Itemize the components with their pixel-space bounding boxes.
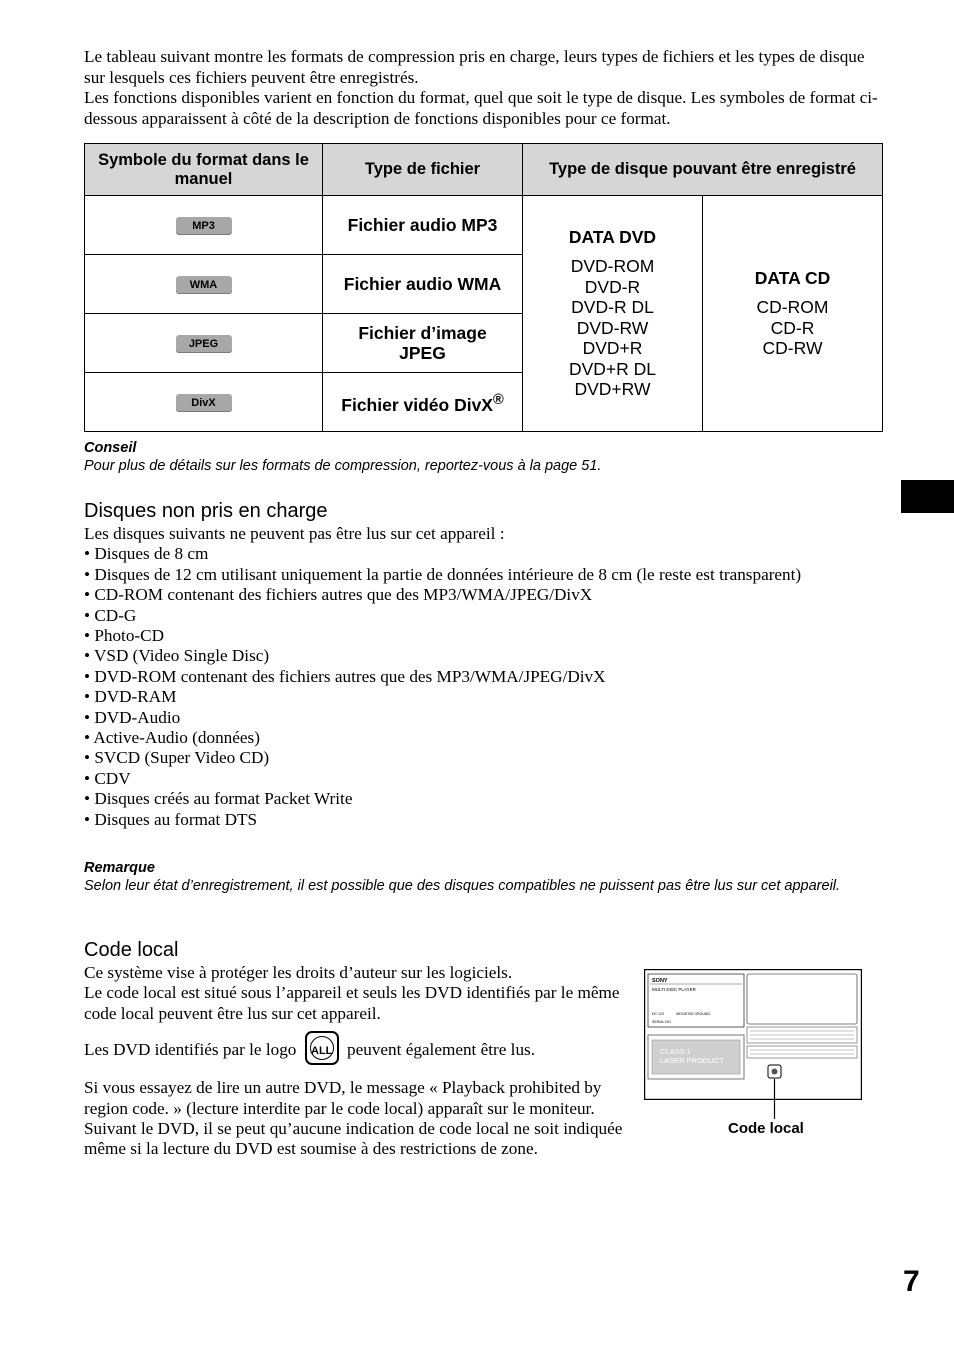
- model-text: MULTI DISC PLAYER: [652, 987, 696, 992]
- disques-list: [84, 544, 884, 830]
- remarque-title: Remarque: [84, 860, 155, 876]
- list-item: • Disques au format DTS: [84, 809, 258, 829]
- code-local-paragraph-3: Si vous essayez de lire un autre DVD, le message « Playback prohibited by region code. » (lecture interdite par le code local) apparaît sur le moniteur. Suivant le DVD, il se peut qu’aucune indication de code local ne soit indiquée même si la lecture du DVD est soumise à des restrictions de zone.: [84, 1078, 623, 1159]
- page-number: 7: [903, 1265, 920, 1298]
- mp3-format-icon: MP3: [176, 217, 232, 235]
- intro-paragraph-2: Les fonctions disponibles varient en fonction du format, quel que soit le type de disque. Les symboles de format ci-dessous apparaissent à côté de la description de fonctions disponibles pour ce format.: [84, 88, 878, 128]
- list-item: DVD+R: [582, 338, 643, 359]
- section-tab-marker: [901, 480, 954, 513]
- file-type-cell: Fichier audio WMA: [323, 255, 523, 314]
- list-item: • SVCD (Super Video CD): [84, 748, 270, 768]
- table-row: [85, 196, 883, 255]
- header-symbol: Symbole du format dans le manuel: [85, 144, 323, 196]
- code-local-caption: Code local: [728, 1120, 804, 1137]
- list-item: • Photo-CD: [84, 626, 165, 646]
- list-item: DVD+R DL: [568, 358, 657, 379]
- brand-text: SONY: [652, 978, 668, 984]
- list-item: DVD-ROM: [570, 256, 655, 277]
- list-item: DVD-RW: [576, 317, 649, 338]
- serial-text: SERIAL NO.: [652, 1020, 672, 1024]
- data-dvd-title: DATA DVD: [568, 227, 657, 248]
- device-label-illustration: [644, 969, 862, 1100]
- logo-line-before: Les DVD identifiés par le logo: [84, 1040, 297, 1060]
- conseil-text: Pour plus de détails sur les formats de compression, reportez-vous à la page 51.: [84, 458, 602, 474]
- file-type-cell: Fichier audio MP3: [323, 196, 523, 255]
- symbol-cell: [85, 373, 323, 432]
- disques-intro: Les disques suivants ne peuvent pas être lus sur cet appareil :: [84, 524, 505, 543]
- symbol-cell: [85, 196, 323, 255]
- callout-line: [770, 1079, 780, 1121]
- list-item: CD-R: [770, 317, 815, 338]
- list-item: • Disques créés au format Packet Write: [84, 789, 353, 809]
- section-heading-disques: Disques non pris en charge: [84, 500, 328, 522]
- symbol-cell: [85, 314, 323, 373]
- list-item: DVD-R: [584, 276, 641, 297]
- code-local-section: [84, 963, 624, 1160]
- list-item: • VSD (Video Single Disc): [84, 646, 270, 666]
- all-region-logo-text: ALL: [311, 1045, 333, 1058]
- format-table: [84, 143, 883, 432]
- file-type-cell: [323, 314, 523, 373]
- list-item: • Disques de 8 cm: [84, 544, 209, 564]
- file-type-text: Fichier d’image JPEG: [358, 323, 487, 363]
- code-local-line-2: Le code local est situé sous l’appareil et seuls les DVD identifiés par le même code local peuvent être lus sur cet appareil.: [84, 983, 620, 1023]
- list-item: • CDV: [84, 768, 131, 788]
- blank-panel: [747, 974, 857, 1024]
- remarque-text: Selon leur état d’enregistrement, il est possible que des disques compatibles ne puissent pas être lus sur cet appareil.: [84, 878, 841, 894]
- file-type-text: Fichier vidéo DivX: [341, 394, 493, 415]
- list-item: CD-RW: [762, 338, 823, 359]
- disques-section: [84, 524, 884, 830]
- data-cd-list: [703, 297, 882, 359]
- warning-text-panel-2: [747, 1046, 857, 1058]
- region-code-dot: [772, 1069, 778, 1075]
- laser-class-line-1: CLASS 1: [660, 1047, 691, 1056]
- intro-paragraph-1: Le tableau suivant montre les formats de compression pris en charge, leurs types de fichiers et les types de disque sur lesquels ces fichiers peuvent être enregistrés.: [84, 47, 865, 87]
- conseil-title: Conseil: [84, 440, 137, 456]
- code-local-line-1: Ce système vise à protéger les droits d’auteur sur les logiciels.: [84, 963, 513, 982]
- power-text: DC 12V: [652, 1012, 665, 1016]
- data-cd-title: DATA CD: [754, 268, 831, 289]
- list-item: CD-ROM: [756, 297, 829, 318]
- table-header-row: [85, 144, 883, 196]
- code-local-logo-line: [84, 1034, 624, 1068]
- conseil-note: [84, 439, 884, 476]
- list-item: • CD-ROM contenant des fichiers autres que des MP3/WMA/JPEG/DivX: [84, 585, 593, 605]
- header-file-type: Type de fichier: [323, 144, 523, 196]
- ground-text: NEGATIVE GROUND: [676, 1012, 710, 1016]
- list-item: • DVD-Audio: [84, 707, 181, 727]
- divx-format-icon: DivX: [176, 394, 232, 412]
- data-cd-cell: [703, 196, 883, 432]
- header-disc-type: Type de disque pouvant être enregistré: [523, 144, 883, 196]
- data-dvd-cell: [523, 196, 703, 432]
- data-dvd-list: [523, 256, 702, 400]
- list-item: DVD-R DL: [571, 297, 654, 318]
- logo-line-after: peuvent également être lus.: [347, 1040, 536, 1060]
- symbol-cell: [85, 255, 323, 314]
- list-item: • CD-G: [84, 605, 137, 625]
- remarque-note: [84, 859, 884, 896]
- all-region-logo-icon: [305, 1031, 339, 1065]
- jpeg-format-icon: JPEG: [176, 335, 232, 353]
- laser-class-line-2: LASER PRODUCT: [660, 1056, 724, 1065]
- list-item: • Active-Audio (données): [84, 728, 260, 748]
- list-item: • Disques de 12 cm utilisant uniquement la partie de données intérieure de 8 cm (le reste est transparent): [84, 564, 802, 584]
- intro-text: [84, 47, 884, 129]
- section-heading-code-local: Code local: [84, 939, 179, 961]
- registered-mark: ®: [492, 391, 504, 408]
- wma-format-icon: WMA: [176, 276, 232, 294]
- list-item: • DVD-RAM: [84, 687, 177, 707]
- list-item: • DVD-ROM contenant des fichiers autres que des MP3/WMA/JPEG/DivX: [84, 666, 606, 686]
- file-type-cell: [323, 373, 523, 432]
- list-item: DVD+RW: [574, 379, 651, 400]
